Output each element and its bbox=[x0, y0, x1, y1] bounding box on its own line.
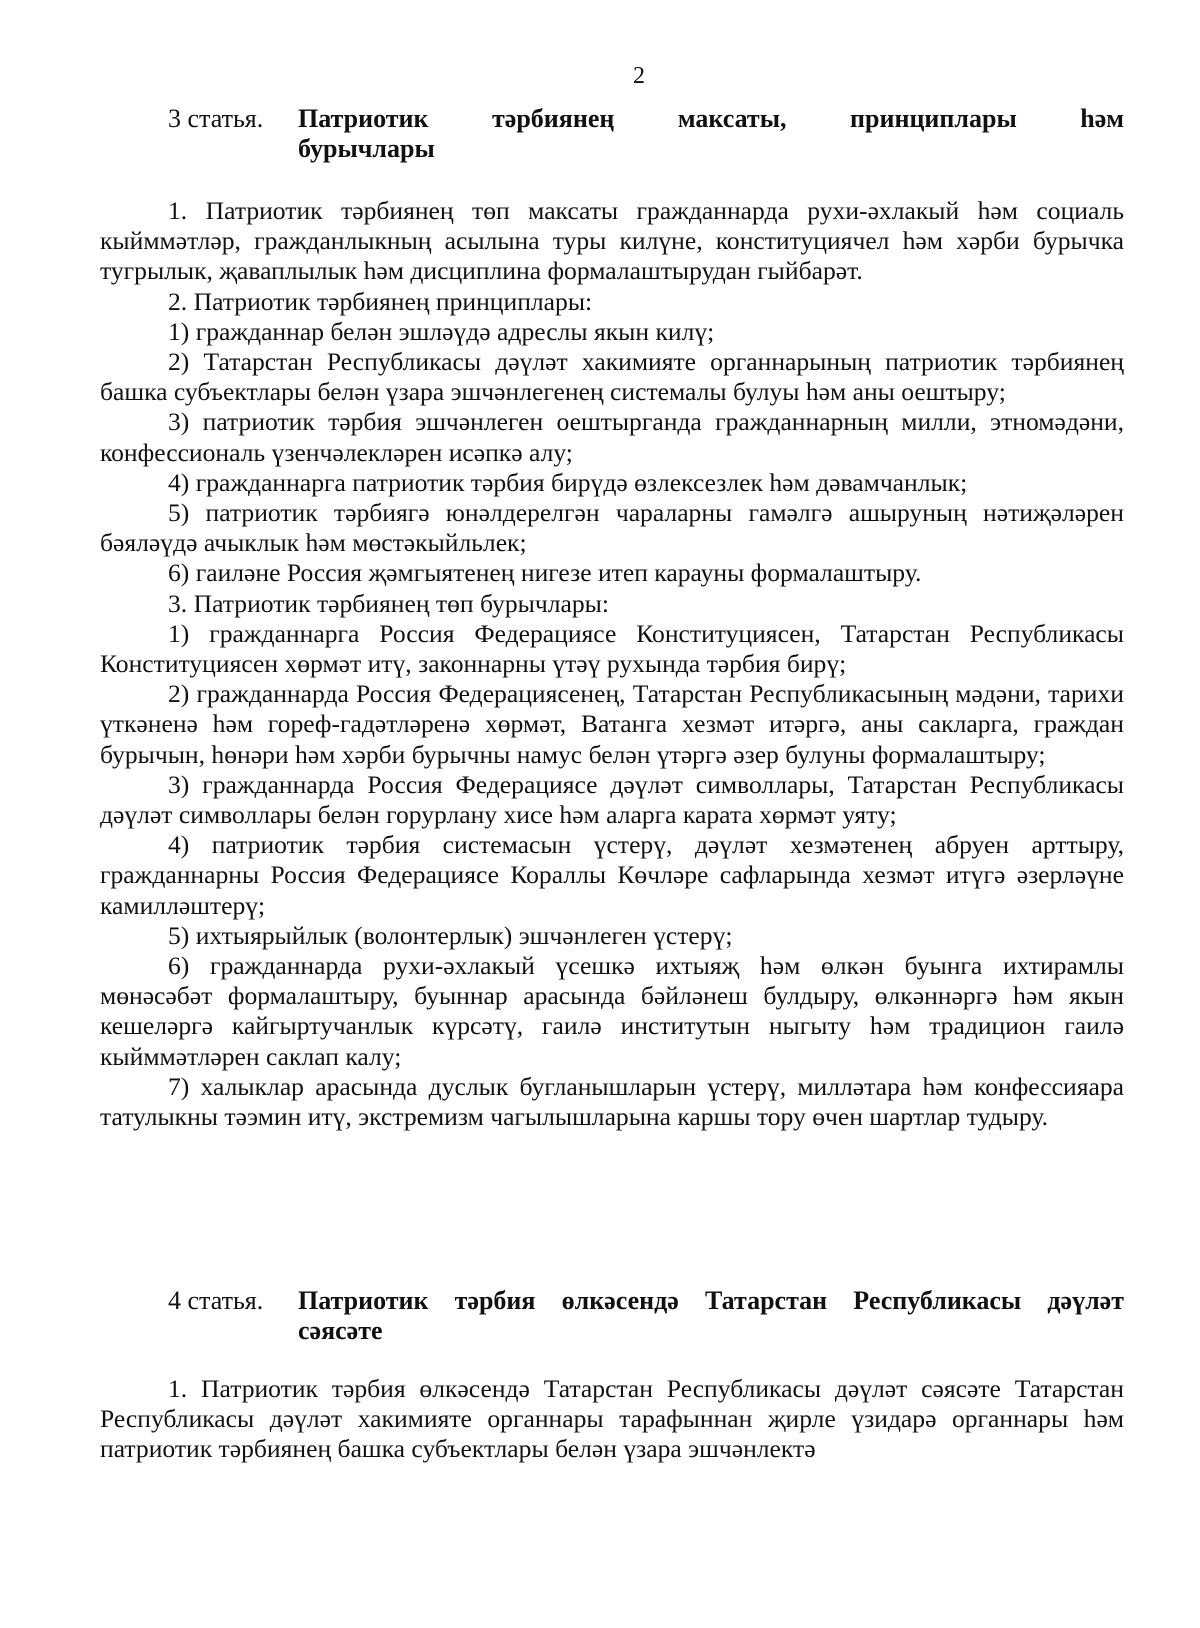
list-item: 5) ихтыярыйлык (волонтерлык) эшчәнлеген үстерү; bbox=[168, 920, 733, 950]
list-item: 4) гражданнарга патриотик тәрбия бирүдә өзлексезлек һәм дәвамчанлык; bbox=[168, 467, 968, 497]
article-4-title-line-2: сәясәте bbox=[298, 1316, 383, 1345]
paragraph: 1. Патриотик тәрбия өлкәсендә Татарстан Республикасы дәүләт сәясәте Татарстан Республикасы дәүләт хакимияте органнары тарафыннан җирле үзидарә органнары һәм патриотик тәрбиянең башка субъектлары белән үзара эшчәнлектә bbox=[100, 1374, 1124, 1464]
list-item: 7) халыклар арасында дуслык бугланышларын үстерү, милләтара һәм конфессияара татулыкны тәэмин итү, экстремизм чагылышларына каршы тору өчен шартлар тудыру. bbox=[100, 1071, 1124, 1132]
article-4-title bbox=[298, 1286, 1124, 1346]
article-4-body bbox=[100, 1374, 1124, 1465]
article-3-heading bbox=[168, 104, 1124, 164]
list-item: 3) патриотик тәрбия эшчәнлеген оештырганда гражданнарның милли, этномәдәни, конфессиональ үзенчәлекләрен исәпкә алу; bbox=[100, 407, 1124, 467]
page-number: 2 bbox=[633, 63, 645, 89]
paragraph: 3. Патриотик тәрбиянең төп бурычлары: bbox=[168, 588, 609, 618]
list-item: 2) Татарстан Республикасы дәүләт хакимияте органнарының патриотик тәрбиянең башка субъектлары белән үзара эшчәнлегенең системалы булуы һәм аны оештыру; bbox=[100, 347, 1124, 407]
article-3-title-line-1: Патриотик тәрбиянең максаты, принциплары һәм bbox=[298, 104, 1124, 133]
list-item: 3) гражданнарда Россия Федерациясе дәүләт символлары, Татарстан Республикасы дәүләт символлары белән горурлану хисе һәм аларга карата хөрмәт уяту; bbox=[100, 769, 1124, 830]
article-4-label: 4 статья. bbox=[168, 1286, 264, 1315]
list-item: 6) гаиләне Россия җәмгыятенең нигезе итеп карауны формалаштыру. bbox=[168, 558, 922, 588]
paragraph: 2. Патриотик тәрбиянең принциплары: bbox=[168, 286, 593, 316]
list-item: 1) гражданнарга Россия Федерациясе Конституциясен, Татарстан Республикасы Конституциясен хөрмәт итү, законнарны үтәү рухында тәрбия бирү; bbox=[100, 618, 1124, 679]
article-3-title-line-2: бурычлары bbox=[298, 134, 435, 163]
list-item: 1) гражданнар белән эшләүдә адреслы якын килү; bbox=[168, 316, 715, 346]
paragraph: 1. Патриотик тәрбиянең төп максаты гражданнарда рухи-әхлакый һәм социаль кыйммәтләр, гражданлыкның асылына туры килүне, конституциячел һәм хәрби бурычка тугрылык, җаваплылык һәм дисциплина формалаштырудан гыйбарәт. bbox=[100, 196, 1124, 286]
article-3-body bbox=[100, 196, 1124, 1132]
article-3-title bbox=[298, 104, 1124, 164]
list-item: 5) патриотик тәрбиягә юнәлдерелгән чараларны гамәлгә ашыруның нәтиҗәләрен бәяләүдә ачыклык һәм мөстәкыйльлек; bbox=[100, 498, 1124, 558]
article-4-title-line-1: Патриотик тәрбия өлкәсендә Татарстан Республикасы дәүләт bbox=[298, 1286, 1124, 1315]
list-item: 6) гражданнарда рухи-әхлакый үсешкә ихтыяҗ һәм өлкән буынга ихтирамлы мөнәсәбәт формалаштыру, буыннар арасында бәйләнеш булдыру, өлкәннәргә һәм якын кешеләргә кайгыртучанлык күрсәтү, гаилә институтын ныгыту һәм традицион гаилә кыйммәтләрен саклап калу; bbox=[100, 951, 1124, 1071]
list-item: 2) гражданнарда Россия Федерациясенең, Татарстан Республикасының мәдәни, тарихи үткәненә һәм гореф-гадәтләренә хөрмәт, Ватанга хезмәт итәргә, аны сакларга, граждан бурычын, һөнәри һәм хәрби бурычны намус белән үтәргә әзер булуны формалаштыру; bbox=[100, 679, 1124, 769]
article-4-heading bbox=[168, 1286, 1124, 1346]
article-3-label: 3 статья. bbox=[168, 104, 264, 133]
list-item: 4) патриотик тәрбия системасын үстерү, дәүләт хезмәтенең абруен арттыру, гражданнарны Россия Федерациясе Кораллы Көчләре сафларында хезмәт итүгә әзерләүне камилләштерү; bbox=[100, 830, 1124, 920]
